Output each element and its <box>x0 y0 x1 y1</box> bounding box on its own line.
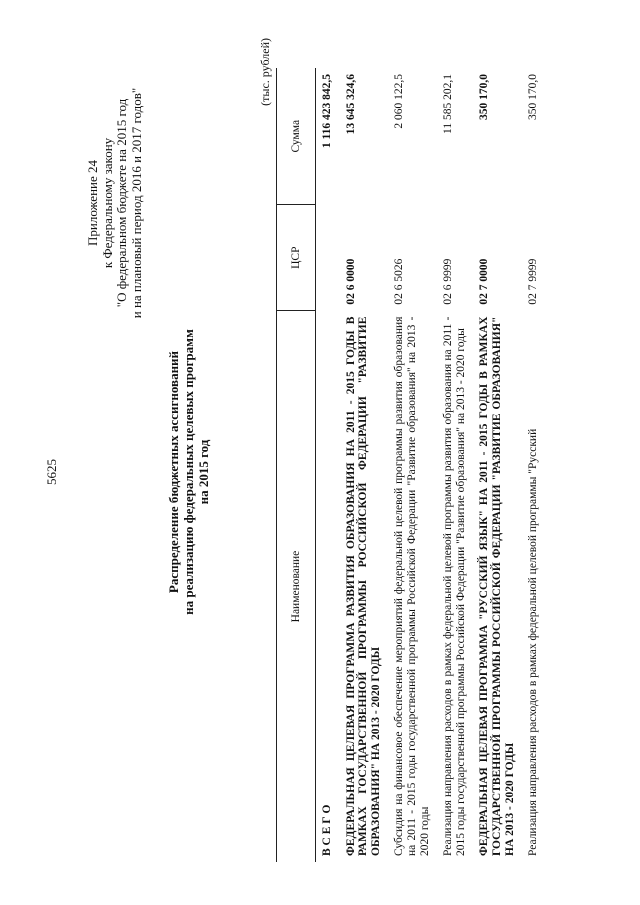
row-name: ФЕДЕРАЛЬНАЯ ЦЕЛЕВАЯ ПРОГРАММА РАЗВИТИЯ ОБРАЗОВАНИЯ НА 2011 - 2015 ГОДЫ В РАМКАХ ГОСУДАРСТВЕННОЙ ПРОГРАММЫ РОССИЙСКОЙ ФЕДЕРАЦИИ "РАЗВИТИЕ ОБРАЗОВАНИЯ" НА 2013 - 2020 ГОДЫ <box>344 316 382 856</box>
row-csr: 02 7 9999 <box>527 258 540 305</box>
units-note: (тыс. рублей) <box>258 38 272 106</box>
table-row <box>522 68 546 862</box>
row-name: Реализация направления расходов в рамках федеральной целевой программы развития образования на 2011 - 2015 годы государственной программы Российской Федерации "Развитие образования" на 2013 - 2020 годы <box>442 316 467 856</box>
header-name: Наименование <box>277 311 316 862</box>
row-sum: 350 170,0 <box>527 74 540 120</box>
row-sum: 11 585 202,1 <box>442 74 455 134</box>
appendix-header <box>86 38 144 368</box>
row-name: ФЕДЕРАЛЬНАЯ ЦЕЛЕВАЯ ПРОГРАММА "РУССКИЙ ЯЗЫК" НА 2011 - 2015 ГОДЫ В РАМКАХ ГОСУДАРСТВЕННОЙ ПРОГРАММЫ РОССИЙСКОЙ ФЕДЕРАЦИИ "РАЗВИТИЕ ОБРАЗОВАНИЯ" НА 2013 - 2020 ГОДЫ <box>478 316 516 856</box>
rotated-document <box>40 32 600 872</box>
table-row <box>473 68 522 862</box>
table-row <box>388 68 437 862</box>
appendix-line: "О федеральном бюджете на 2015 год <box>114 98 129 308</box>
row-name: Субсидия на финансовое обеспечение мероприятий федеральной целевой программы развития образования на 2011 - 2015 годы государственной программы Российской Федерации "Развитие образования" на 2013 - 2020 годы <box>393 316 431 856</box>
appendix-line: к Федеральному закону <box>99 137 115 269</box>
allocation-table <box>276 68 546 862</box>
page-number: 5625 <box>44 459 59 485</box>
appendix-line: Приложение 24 <box>85 159 100 247</box>
row-sum: 1 116 423 842,5 <box>321 74 333 149</box>
row-sum: 2 060 122,5 <box>393 74 406 129</box>
title-line: Распределение бюджетных ассигнований <box>166 350 181 594</box>
row-csr: 02 6 5026 <box>393 258 406 305</box>
appendix-line: и на плановый период 2016 и 2017 годов" <box>128 87 144 319</box>
table-row <box>437 68 473 862</box>
header-sum: Сумма <box>277 68 316 205</box>
table-body <box>316 68 546 862</box>
row-sum: 350 170,0 <box>478 74 491 120</box>
table-row <box>340 68 389 862</box>
row-csr: 02 6 9999 <box>442 258 455 305</box>
title-line: на 2015 год <box>196 439 211 505</box>
row-name: В С Е Г О <box>321 804 333 856</box>
header-csr: ЦСР <box>277 205 316 311</box>
row-csr: 02 6 0000 <box>344 258 357 305</box>
row-name: Реализация направления расходов в рамках федеральной целевой программы "Русский <box>527 428 540 856</box>
row-csr <box>316 205 340 311</box>
table-header-row <box>277 68 316 862</box>
table-row <box>316 68 340 862</box>
title-line: на реализацию федеральных целевых программ <box>181 329 196 615</box>
row-csr: 02 7 0000 <box>478 258 491 305</box>
row-sum: 13 645 324,6 <box>344 74 357 135</box>
document-title <box>166 242 211 702</box>
